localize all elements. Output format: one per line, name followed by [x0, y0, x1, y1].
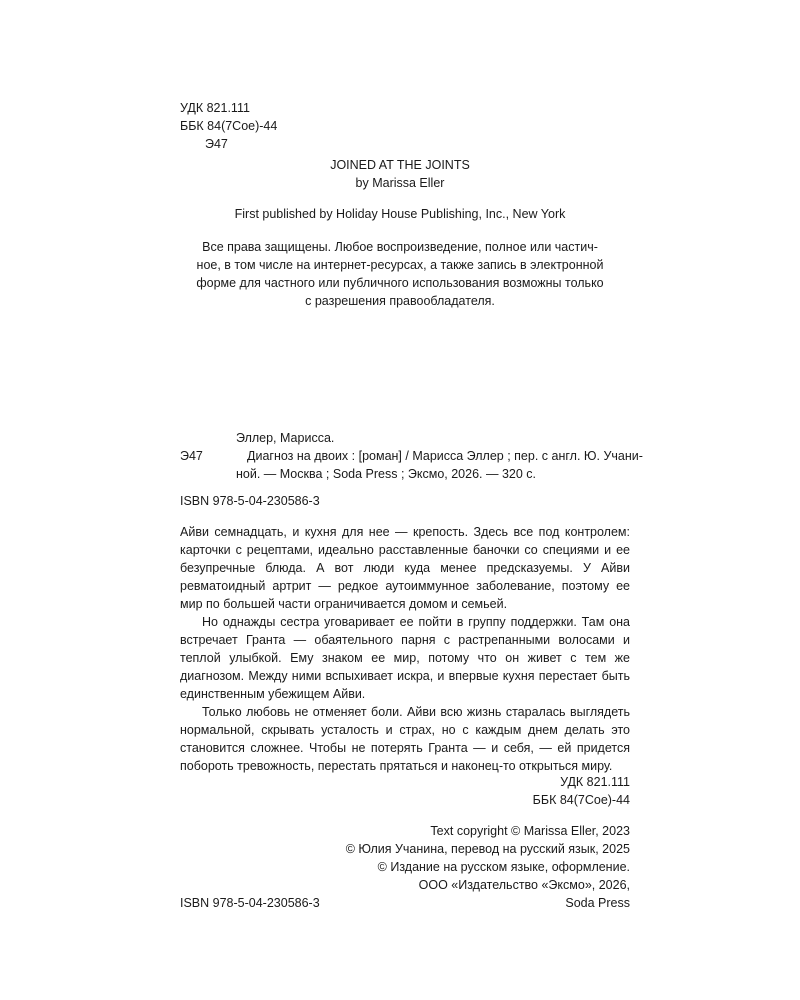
udk-top: УДК 821.111 — [180, 101, 250, 115]
copyright-line: Text copyright © Marissa Eller, 2023 — [430, 824, 630, 838]
annotation-paragraph: Только любовь не отменяет боли. Айви всю жизнь старалась выглядеть нормальной, скрывать усталость и страх, но с каждым днем делать это становится сложнее. Чтобы не потерять Гранта — и себя, — ей придется побороть тревожность, перестать прятаться и наконец-то открыться миру. — [180, 705, 630, 773]
copyright-line: ООО «Издательство «Эксмо», 2026, — [418, 878, 630, 892]
rights-line: с разрешения правообладателя. — [305, 294, 495, 308]
annotation-paragraph: Но однажды сестра уговаривает ее пойти в группу поддержки. Там она встречает Гранта — обаятельного парня с растрепанными волосами и теплой улыбкой. Ему знаком ее мир, потому что он живет с тем же диагнозом. Между ними вспыхивает искра, и впервые кухня перестает быть единственным убежищем Айви. — [180, 615, 630, 701]
copyright-line: Soda Press — [565, 896, 630, 910]
rights-line: Все права защищены. Любое воспроизведение, полное или частич- — [202, 240, 598, 254]
catalog-description-line1: Диагноз на двоих : [роман] / Марисса Эллер ; пер. с англ. Ю. Учани- — [247, 449, 643, 463]
rights-notice — [180, 238, 620, 310]
annotation — [180, 523, 630, 775]
original-byline: by Marissa Eller — [355, 176, 445, 190]
copyright-block — [346, 822, 630, 912]
catalog-author-heading: Эллер, Марисса. — [236, 431, 335, 445]
catalog-mark: Э47 — [180, 449, 203, 463]
rights-line: форме для частного или публичного использования возможны только — [196, 276, 604, 290]
copyright-line: © Юлия Учанина, перевод на русский язык, 2025 — [345, 842, 630, 856]
annotation-paragraph: Айви семнадцать, и кухня для нее — крепость. Здесь все под контролем: карточки с рецептами, идеально расставленные баночки со специями и ее безупречные блюда. А вот люди куда менее предсказуемы. У Айви ревматоидный артрит — редкое аутоиммунное заболевание, поэтому ее мир по большей части ограничивается домом и семьей. — [180, 525, 630, 611]
isbn-bottom: ISBN 978-5-04-230586-3 — [180, 896, 320, 910]
bbk-top: ББК 84(7Сое)-44 — [180, 119, 278, 133]
original-title: JOINED AT THE JOINTS — [330, 158, 470, 172]
copyright-line: © Издание на русском языке, оформление. — [377, 860, 630, 874]
rights-line: ное, в том числе на интернет-ресурсах, а также запись в электронной — [196, 258, 604, 272]
catalog-isbn: ISBN 978-5-04-230586-3 — [180, 494, 320, 508]
author-mark-top: Э47 — [205, 137, 228, 151]
catalog-description-line2: ной. — Москва ; Soda Press ; Эксмо, 2026. — 320 с. — [236, 467, 536, 481]
udk-bottom: УДК 821.111 — [560, 775, 630, 789]
bbk-bottom: ББК 84(7Сое)-44 — [532, 793, 630, 807]
original-publisher: First published by Holiday House Publishing, Inc., New York — [234, 207, 566, 221]
